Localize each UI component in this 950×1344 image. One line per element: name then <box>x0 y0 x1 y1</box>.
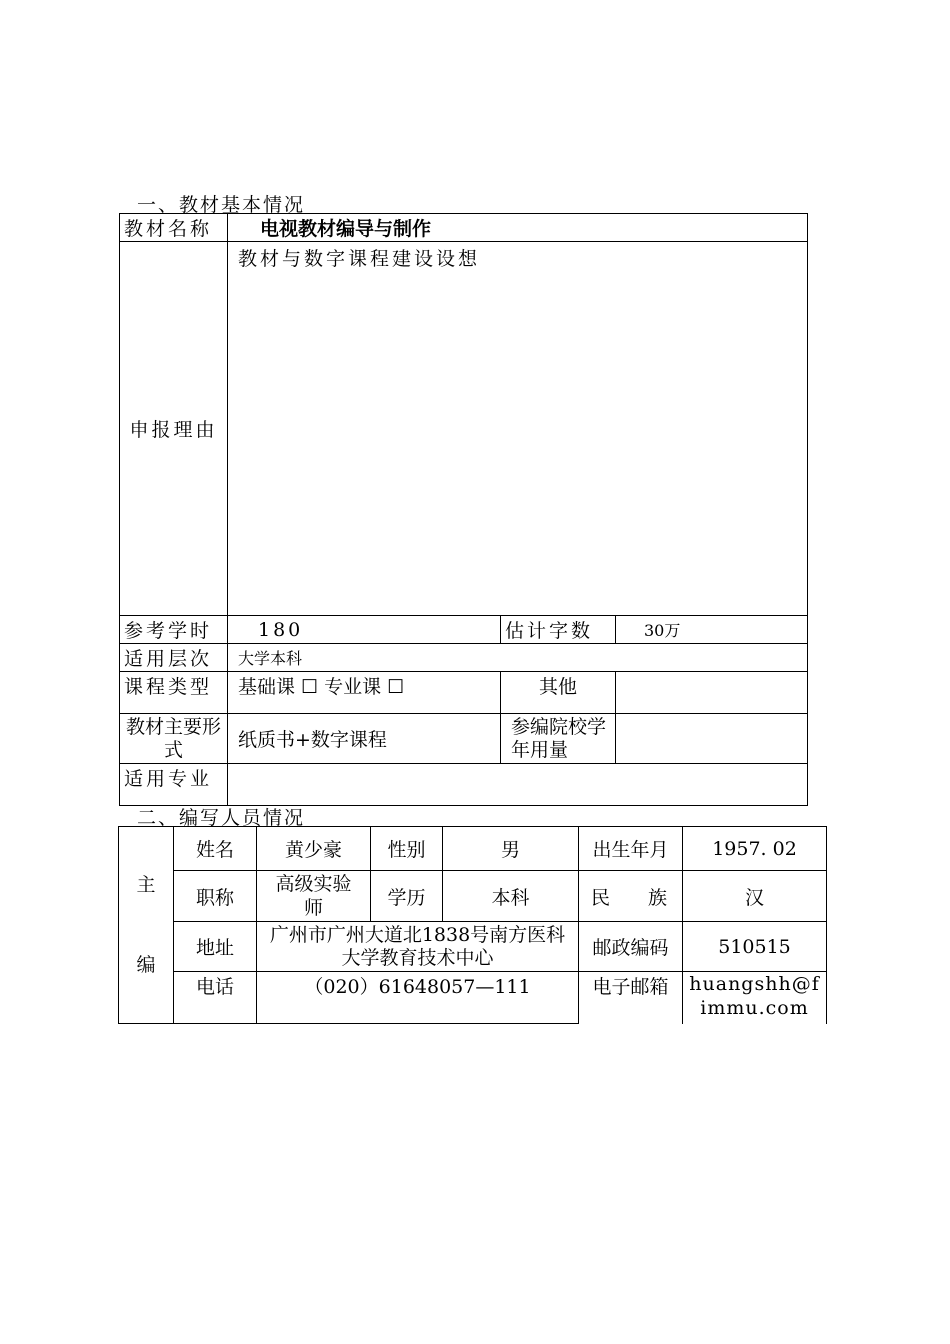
course-type-label: 课程类型 <box>120 672 228 714</box>
ethnic-label: 民 族 <box>579 871 683 922</box>
hours-label: 参考学时 <box>120 616 228 644</box>
ethnic-value: 汉 <box>683 871 827 922</box>
hours-value: 180 <box>228 616 501 644</box>
title-label: 职称 <box>174 871 257 922</box>
other-label: 其他 <box>501 672 616 714</box>
textbook-name-value: 电视教材编导与制作 <box>228 214 808 242</box>
section1-heading: 一、教材基本情况 <box>137 194 306 216</box>
form-value: 纸质书+数字课程 <box>228 714 501 764</box>
other-value <box>616 672 808 714</box>
major-label: 适用专业 <box>120 764 228 806</box>
usage-label: 参编院校学年用量 <box>501 714 616 764</box>
usage-value <box>616 714 808 764</box>
birth-value: 1957. 02 <box>683 827 827 871</box>
editor-info-table <box>118 826 827 1024</box>
birth-label: 出生年月 <box>579 827 683 871</box>
editor-name-label: 姓名 <box>174 827 257 871</box>
address-value: 广州市广州大道北1838号南方医科大学教育技术中心 <box>269 923 566 969</box>
email-value: huangshh@fimmu.com <box>689 973 820 1019</box>
chief-editor-label-cell <box>119 827 174 1024</box>
title-value-cell <box>257 871 371 922</box>
course-type-value: 基础课 ☐ 专业课 ☐ <box>228 672 501 714</box>
edu-value: 本科 <box>443 871 579 922</box>
phone-label: 电话 <box>174 972 257 1024</box>
major-value <box>228 764 808 806</box>
form-label: 教材主要形式 <box>120 714 228 764</box>
reason-label: 申报理由 <box>120 242 228 616</box>
address-label: 地址 <box>174 922 257 972</box>
email-label: 电子邮箱 <box>579 972 683 1024</box>
phone-value: （020）61648057—111 <box>257 972 579 1024</box>
words-label: 估计字数 <box>501 616 616 644</box>
reason-text: 教材与数字课程建设设想 <box>228 242 808 616</box>
address-value-cell <box>257 922 579 972</box>
postcode-value: 510515 <box>683 922 827 972</box>
gender-label: 性别 <box>371 827 443 871</box>
words-value: 30万 <box>616 616 808 644</box>
section2-heading: 二、编写人员情况 <box>137 807 306 829</box>
email-value-cell <box>683 972 827 1024</box>
title-value: 高级实验师 <box>275 873 352 919</box>
postcode-label: 邮政编码 <box>579 922 683 972</box>
editor-name-value: 黄少豪 <box>257 827 371 871</box>
textbook-basic-info-table <box>119 213 808 806</box>
level-value: 大学本科 <box>228 644 808 672</box>
level-label: 适用层次 <box>120 644 228 672</box>
gender-value: 男 <box>443 827 579 871</box>
textbook-name-label: 教材名称 <box>120 214 228 242</box>
edu-label: 学历 <box>371 871 443 922</box>
chief-editor-label: 主编 <box>136 874 156 976</box>
